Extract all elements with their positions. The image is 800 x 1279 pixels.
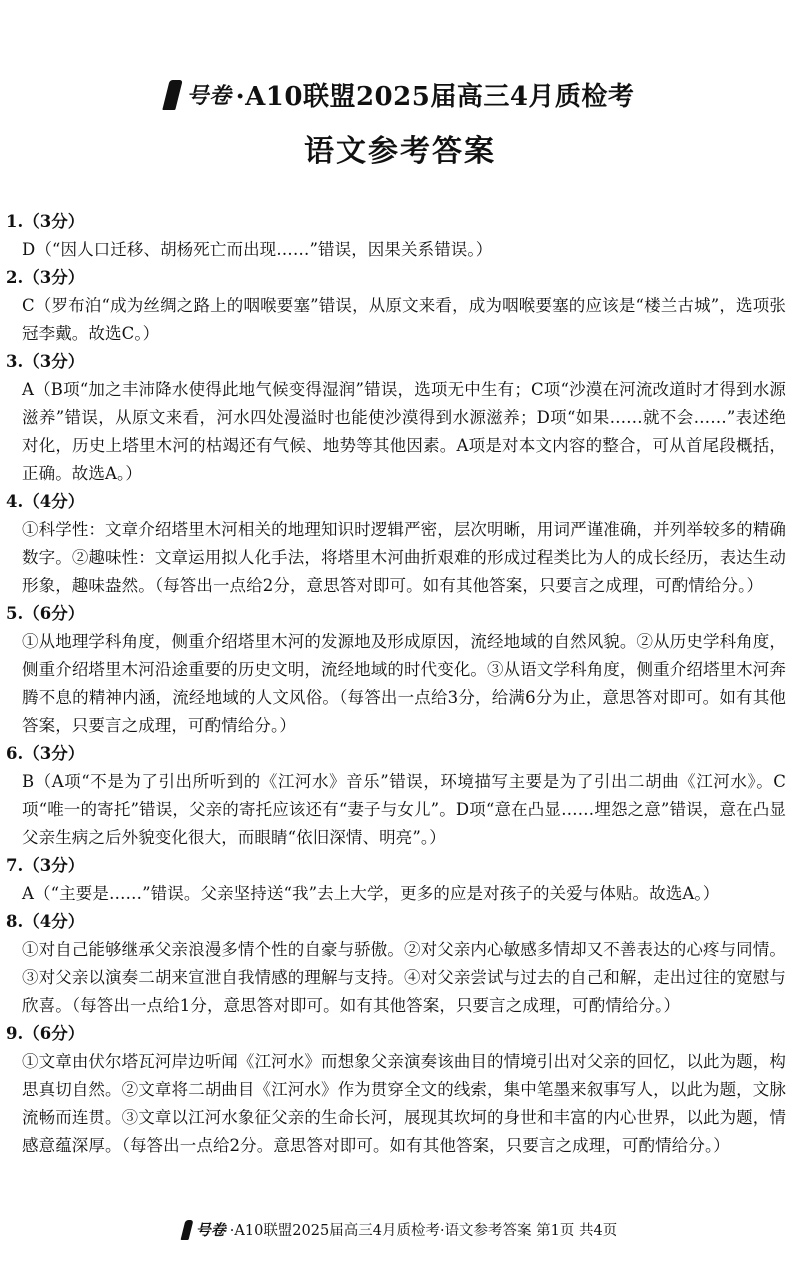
answer-text: A（B项“加之丰沛降水使得此地气候变得湿润”错误，选项无中生有；C项“沙漠在河流改道时才得到水源滋养”错误，从原文来看，河水四处漫溢时也能使沙漠得到水源滋养；D项“如果……就不会……”表述绝对化，历史上塔里木河的枯竭还有气候、地势等其他因素。A项是对本文内容的整合，可从首尾段概括，正确。故选A。） [22,380,786,483]
document-subtitle: 语文参考答案 [304,133,496,169]
answer-item-9 [0,1020,800,1160]
footer-brand-name: 号卷 [195,1221,226,1239]
page-footer [0,1219,800,1240]
question-heading: 9.（6分） [6,1024,85,1043]
answer-text: ①科学性：文章介绍塔里木河相关的地理知识时逻辑严密，层次明晰，用词严谨准确，并列举较多的精确数字。②趣味性：文章运用拟人化手法，将塔里木河曲折艰难的形成过程类比为人的成长经历，表达生动形象，趣味盎然。（每答出一点给2分，意思答对即可。如有其他答案，只要言之成理，可酌情给分。） [22,520,786,595]
footer-brand-logo-icon [180,1220,193,1240]
answer-text: ①文章由伏尔塔瓦河岸边听闻《江河水》而想象父亲演奏该曲目的情境引出对父亲的回忆，以此为题，构思真切自然。②文章将二胡曲目《江河水》作为贯穿全文的线索，集中笔墨来叙事写人，以此为题，文脉流畅而连贯。③文章以江河水象征父亲的生命长河，展现其坎坷的身世和丰富的内心世界，以此为题，情感意蕴深厚。（每答出一点给2分。意思答对即可。如有其他答案，只要言之成理，可酌情给分。） [22,1052,786,1155]
answer-text: D（“因人口迁移、胡杨死亡而出现……”错误，因果关系错误。） [22,240,493,259]
question-heading: 3.（3分） [6,352,85,371]
brand-name: 号卷 [186,83,232,109]
answer-item-8 [0,908,800,1020]
question-heading: 1.（3分） [6,212,85,231]
question-heading: 4.（4分） [6,492,85,511]
question-heading: 5.（6分） [6,604,85,623]
answer-item-5 [0,600,800,740]
title-line [166,76,635,113]
answer-text: ①从地理学科角度，侧重介绍塔里木河的发源地及形成原因，流经地域的自然风貌。②从历史学科角度，侧重介绍塔里木河沿途重要的历史文明，流经地域的时代变化。③从语文学科角度，侧重介绍塔里木河奔腾不息的精神内涵，流经地域的人文风俗。（每答出一点给3分，给满6分为止，意思答对即可。如有其他答案，只要言之成理，可酌情给分。） [22,632,786,735]
answer-text: B（A项“不是为了引出所听到的《江河水》音乐”错误，环境描写主要是为了引出二胡曲《江河水》。C项“唯一的寄托”错误，父亲的寄托应该还有“妻子与女儿”。D项“意在凸显……埋怨之意”错误，意在凸显父亲生病之后外貌变化很大，而眼睛“依旧深情、明亮”。） [22,772,786,847]
question-heading: 2.（3分） [6,268,85,287]
answer-item-6 [0,740,800,852]
question-heading: 7.（3分） [6,856,85,875]
answer-list [0,208,800,1160]
answer-item-4 [0,488,800,600]
answer-item-1 [0,208,800,264]
brand-logo-icon [162,80,182,110]
answer-item-7 [0,852,800,908]
answer-item-2 [0,264,800,348]
answer-item-3 [0,348,800,488]
exam-title: ·A10联盟2025届高三4月质检考 [235,82,635,112]
answer-text: ①对自己能够继承父亲浪漫多情个性的自豪与骄傲。②对父亲内心敏感多情却又不善表达的心疼与同情。③对父亲以演奏二胡来宣泄自我情感的理解与支持。④对父亲尝试与过去的自己和解，走出过往的宽慰与欣喜。（每答出一点给1分，意思答对即可。如有其他答案，只要言之成理，可酌情给分。） [22,940,786,1015]
answer-text: A（“主要是……”错误。父亲坚持送“我”去上大学，更多的应是对孩子的关爱与体贴。故选A。） [22,884,720,903]
question-heading: 6.（3分） [6,744,85,763]
answer-text: C（罗布泊“成为丝绸之路上的咽喉要塞”错误，从原文来看，成为咽喉要塞的应该是“楼兰古城”，选项张冠李戴。故选C。） [22,296,786,343]
document-header [0,76,800,170]
question-heading: 8.（4分） [6,912,85,931]
footer-text: ·A10联盟2025届高三4月质检考·语文参考答案 第1页 共4页 [229,1223,618,1239]
